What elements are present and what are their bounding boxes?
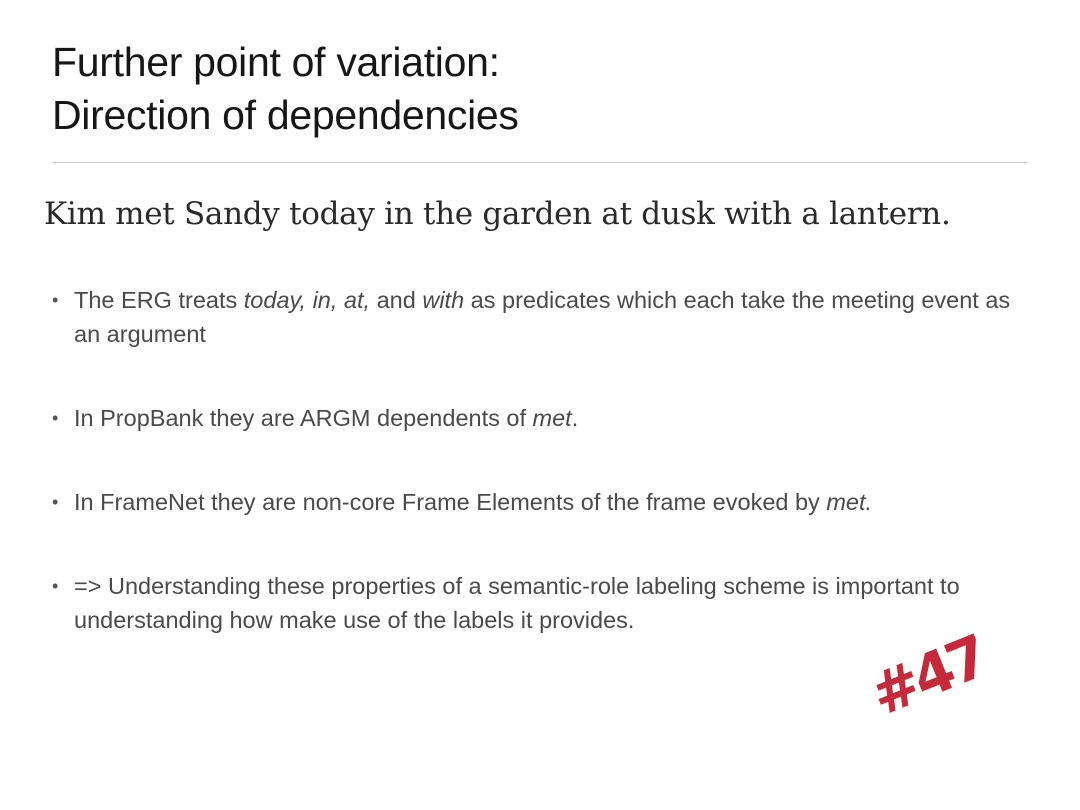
bullet-marker: • [52, 408, 59, 428]
bullet-text: => Understanding these properties of a semantic-role labeling scheme is important to understanding how make use of the labels it provides. [74, 573, 960, 633]
bullet-item [52, 401, 1012, 435]
slide-title [52, 36, 1032, 142]
bullet-text: The ERG treats today, in, at, and with as predicates which each take the meeting event as an argument [74, 287, 1011, 347]
slide-title-line-2: Direction of dependencies [52, 92, 519, 138]
bullet-text: In PropBank they are ARGM dependents of met. [74, 405, 579, 431]
bullet-item [52, 283, 1012, 351]
title-divider [53, 162, 1027, 163]
stamp-logo [861, 622, 996, 730]
bullet-marker: • [52, 492, 59, 512]
slide-title-line-1: Further point of variation: [52, 39, 500, 85]
stamp-47-icon [861, 622, 996, 730]
bullet-marker: • [52, 576, 59, 596]
bullet-text: In FrameNet they are non-core Frame Elements of the frame evoked by met. [74, 489, 873, 515]
bullet-item [52, 569, 1012, 637]
bullet-item [52, 485, 1012, 519]
bullet-marker: • [52, 290, 59, 310]
svg-text:#47: #47 [861, 622, 996, 730]
example-sentence: Kim met Sandy today in the garden at dusk with a lantern. [44, 196, 951, 232]
